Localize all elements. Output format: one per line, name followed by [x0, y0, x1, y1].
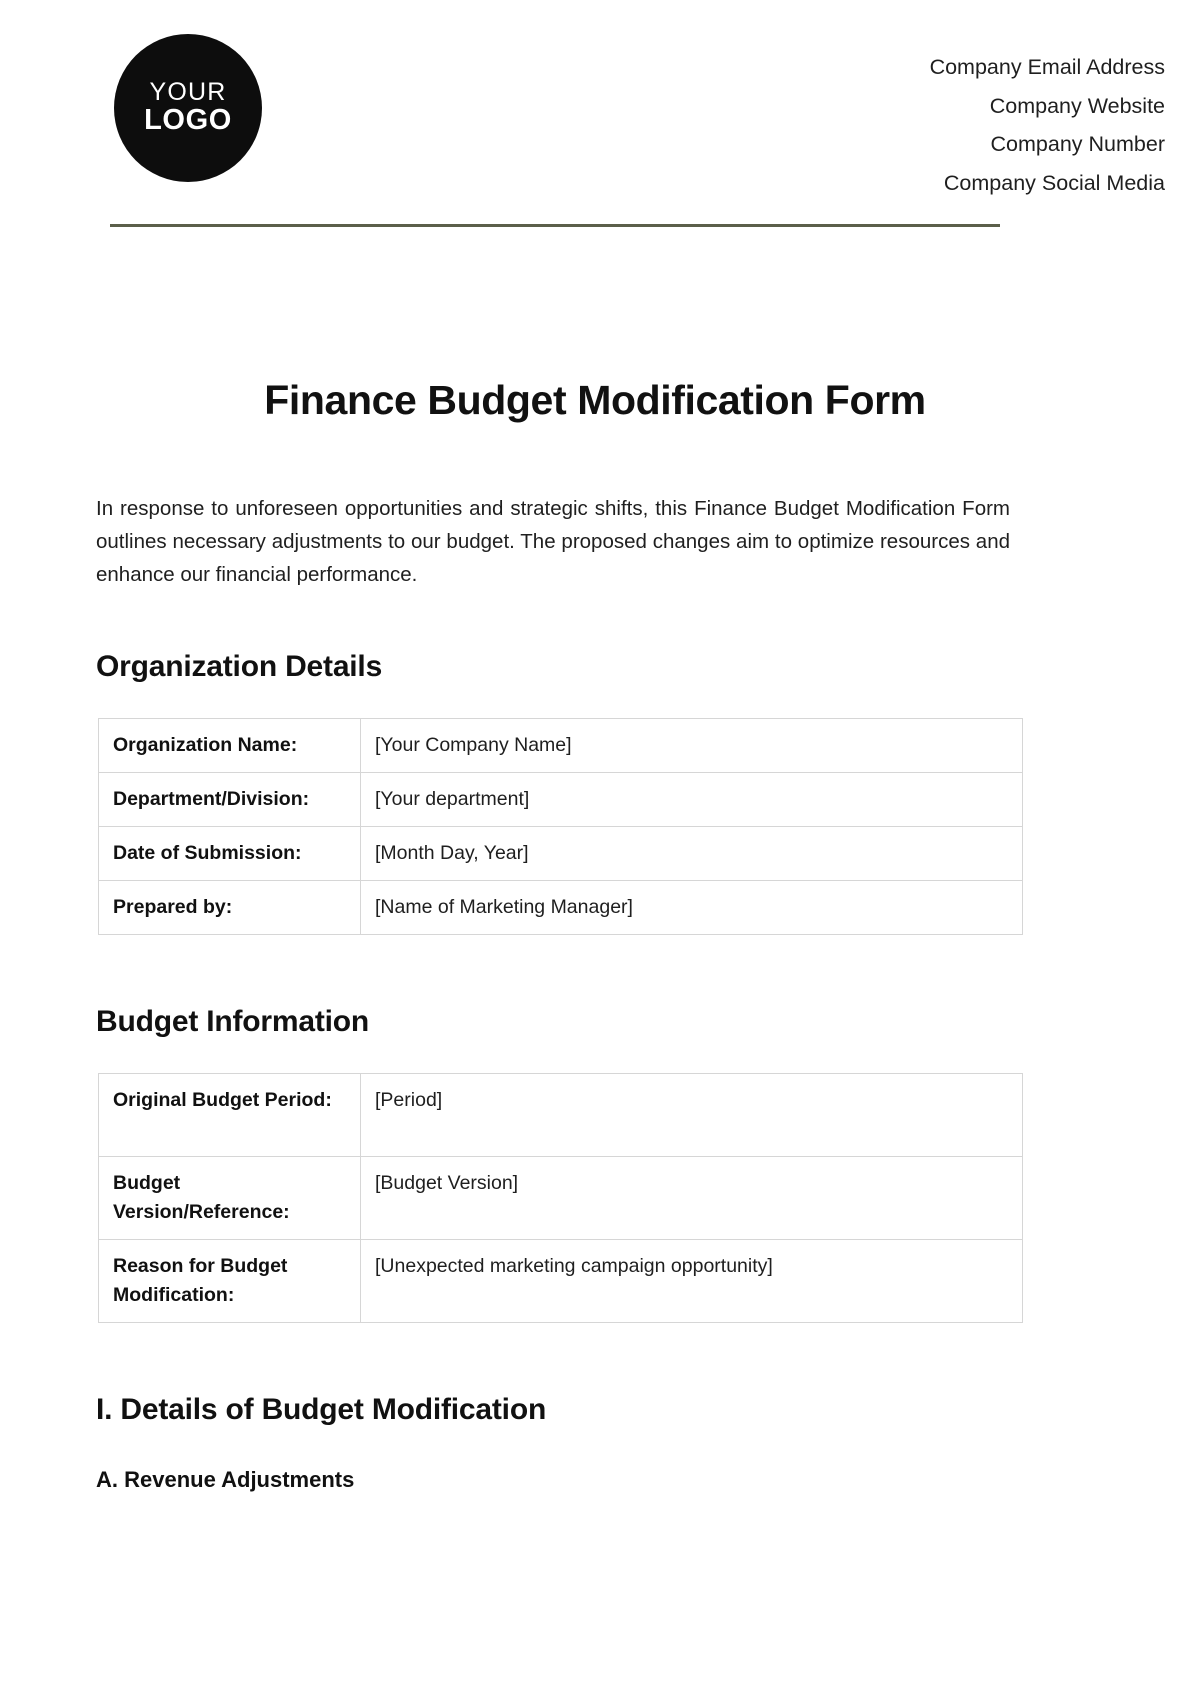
row-value-reason-for-budget-modification[interactable]: [Unexpected marketing campaign opportunity] [361, 1240, 1023, 1323]
row-label-organization-name: Organization Name: [99, 719, 361, 773]
row-label-prepared-by: Prepared by: [99, 881, 361, 935]
row-value-original-budget-period[interactable]: [Period] [361, 1074, 1023, 1157]
contact-email-address: Company Email Address [929, 55, 1165, 79]
row-label-budget-version-reference: Budget Version/Reference: [99, 1157, 361, 1240]
table-row [99, 719, 1023, 773]
page-title: Finance Budget Modification Form [264, 377, 926, 423]
table-row [99, 827, 1023, 881]
table-row [99, 1240, 1023, 1323]
row-label-reason-for-budget-modification: Reason for Budget Modification: [99, 1240, 361, 1323]
row-label-department-division: Department/Division: [99, 773, 361, 827]
contact-number: Company Number [990, 132, 1165, 156]
row-value-department-division[interactable]: [Your department] [361, 773, 1023, 827]
row-value-budget-version-reference[interactable]: [Budget Version] [361, 1157, 1023, 1240]
table-row [99, 773, 1023, 827]
row-value-date-of-submission[interactable]: [Month Day, Year] [361, 827, 1023, 881]
logo-text-line1: YOUR [149, 77, 227, 106]
contact-website: Company Website [989, 93, 1165, 118]
table-row [99, 1074, 1023, 1157]
document-header [0, 0, 1200, 202]
section-heading-details-of-budget-modification: I. Details of Budget Modification [96, 1393, 547, 1426]
section-heading-organization-details: Organization Details [96, 650, 383, 683]
company-logo [114, 34, 262, 182]
logo-text-line2: LOGO [144, 104, 232, 137]
row-value-prepared-by[interactable]: [Name of Marketing Manager] [361, 881, 1023, 935]
row-label-date-of-submission: Date of Submission: [99, 827, 361, 881]
organization-details-table [98, 718, 1023, 935]
section-heading-budget-information: Budget Information [96, 1005, 370, 1038]
row-label-original-budget-period: Original Budget Period: [99, 1074, 361, 1157]
table-row [99, 881, 1023, 935]
subsection-heading-revenue-adjustments: A. Revenue Adjustments [96, 1467, 355, 1492]
header-divider [110, 224, 1000, 227]
company-contact-block [930, 34, 1165, 202]
contact-social-media: Company Social Media [943, 170, 1165, 195]
budget-information-table [98, 1073, 1023, 1323]
intro-paragraph: In response to unforeseen opportunities and strategic shifts, this Finance Budget Modification Form outlines necessary adjustments to our budget. The proposed changes aim to optimize resources and enhance our financial performance. [96, 497, 1010, 586]
row-value-organization-name[interactable]: [Your Company Name] [361, 719, 1023, 773]
table-row [99, 1157, 1023, 1240]
